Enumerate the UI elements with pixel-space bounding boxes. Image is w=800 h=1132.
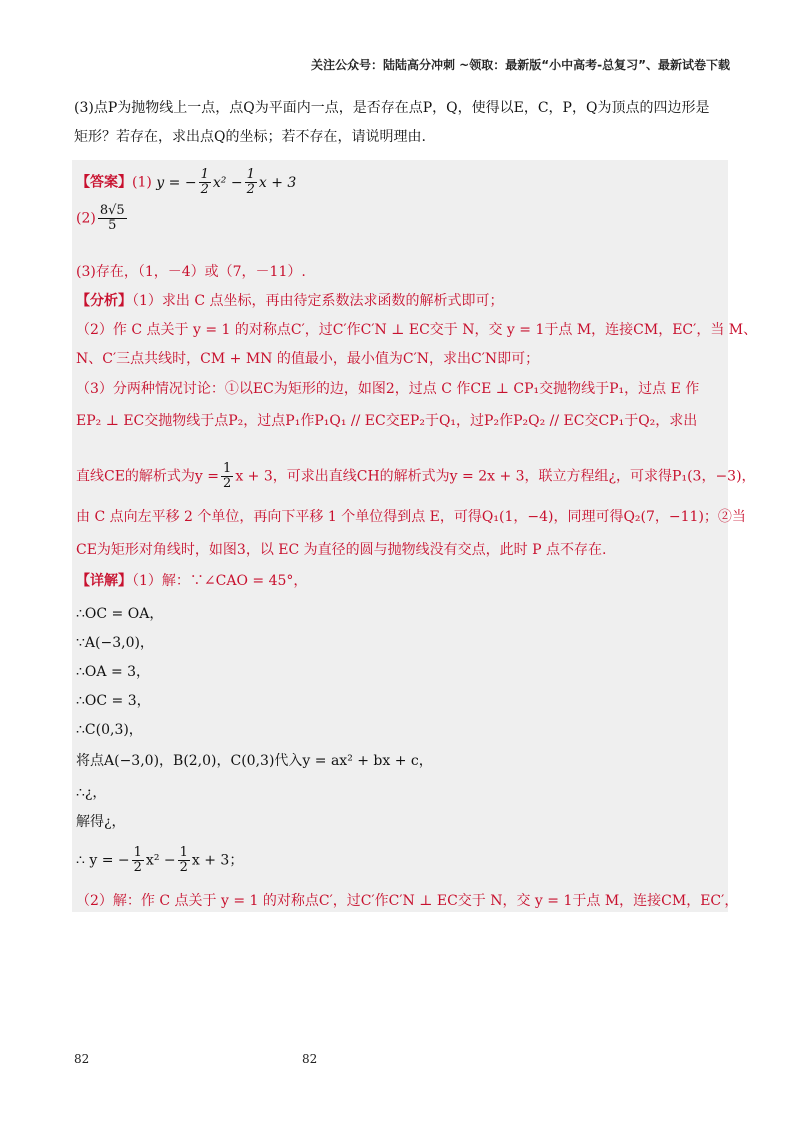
footer-page-left: 82 xyxy=(74,1052,90,1066)
detail-line-5: ∴OC = 3， xyxy=(76,693,151,709)
detail-10-frac-2 xyxy=(178,846,190,875)
analysis-line-3: N、C′三点共线时，CM + MN 的值最小，最小值为C′N，求出C′N即可； xyxy=(76,351,540,367)
answer-label: 【答案】 xyxy=(76,174,132,191)
detail-line-3: ∵A(−3,0)， xyxy=(76,635,154,651)
answer-1-expr-mid: x² − xyxy=(212,174,243,191)
frac-den: 5 xyxy=(108,218,117,233)
detail-line-9: 解得¿， xyxy=(76,814,126,830)
detail-text-1: （1）解：∵∠CAO = 45°， xyxy=(132,573,308,589)
frac-den: 2 xyxy=(200,182,209,197)
analysis-line-2: （2）作 C 点关于 y = 1 的对称点C′，过C′作C′N ⊥ EC交于 N，交 y = 1于点 M，连接CM，EC′，当 M、 xyxy=(76,322,758,338)
answer-1-expr-end: x + 3 xyxy=(258,174,297,191)
detail-10-mid: x² − xyxy=(145,852,176,869)
frac-den: 2 xyxy=(179,860,188,875)
answer-2-frac xyxy=(98,204,127,233)
answer-1-prefix: (1) xyxy=(132,174,152,191)
question-line-1: (3)点P为抛物线上一点，点Q为平面内一点，是否存在点P，Q，使得以E，C，P，Q为顶点的四边形是 xyxy=(74,100,710,116)
detail-line-11: （2）解：作 C 点关于 y = 1 的对称点C′，过C′作C′N ⊥ EC交于 N，交 y = 1于点 M，连接CM，EC′， xyxy=(76,893,739,909)
answer-line-3: (3)存在，（1，－4）或（7，－11）. xyxy=(76,264,306,280)
answer-section xyxy=(72,160,758,912)
analysis-line-5: EP₂ ⊥ EC交抛物线于点P₂，过点P₁作P₁Q₁ // EC交EP₂于Q₁，过P₂作P₂Q₂ // EC交CP₁于Q₂，求出 xyxy=(76,413,698,429)
frac-num: 8√5 xyxy=(99,203,125,218)
detail-label: 【详解】 xyxy=(76,573,132,589)
answer-1-frac-2 xyxy=(245,168,257,197)
frac-num: 1 xyxy=(200,167,209,182)
analysis-line-1 xyxy=(76,290,504,310)
analysis-text-1: （1）求出 C 点坐标，再由待定系数法求函数的解析式即可； xyxy=(132,293,504,309)
frac-den: 2 xyxy=(133,860,142,875)
detail-line-4: ∴OA = 3， xyxy=(76,664,151,680)
frac-num: 1 xyxy=(246,167,255,182)
frac-num: 1 xyxy=(133,845,142,860)
detail-line-8: ∴¿， xyxy=(76,785,107,801)
answer-line-1 xyxy=(76,168,296,197)
frac-den: 2 xyxy=(223,476,232,491)
detail-line-10 xyxy=(76,846,243,875)
detail-line-7: 将点A(−3,0)，B(2,0)，C(0,3)代入y = ax² + bx + c， xyxy=(76,753,433,769)
frac-num: 1 xyxy=(179,845,188,860)
analysis-label: 【分析】 xyxy=(76,293,132,309)
analysis-text-6a: 直线CE的解析式为y = xyxy=(76,468,220,485)
detail-line-6: ∴C(0,3)， xyxy=(76,722,143,738)
detail-line-2: ∴OC = OA， xyxy=(76,606,164,622)
detail-10-frac-1 xyxy=(132,846,144,875)
answer-1-expr-start: y = − xyxy=(156,174,197,191)
detail-10-end: x + 3； xyxy=(191,852,244,869)
detail-10-pre: ∴ y = − xyxy=(76,852,130,869)
analysis-frac xyxy=(221,462,233,491)
footer-page-center: 82 xyxy=(302,1052,318,1066)
question-text xyxy=(74,94,730,152)
answer-line-2 xyxy=(76,204,129,233)
analysis-line-7: 由 C 点向左平移 2 个单位，再向下平移 1 个单位得到点 E，可得Q₁(1，−4)，同理可得Q₂(7，−11)；②当 xyxy=(76,509,746,525)
answer-1-expr xyxy=(156,167,297,197)
analysis-line-8: CE为矩形对角线时，如图3，以 EC 为直径的圆与抛物线没有交点，此时 P 点不存在. xyxy=(76,542,607,558)
frac-den: 2 xyxy=(246,182,255,197)
frac-num: 1 xyxy=(223,461,232,476)
analysis-text-6b: x + 3，可求出直线CH的解析式为y = 2x + 3，联立方程组¿，可求得P₁(3，−3)， xyxy=(235,468,756,485)
analysis-line-6 xyxy=(76,462,756,491)
question-line-2: 矩形？若存在，求出点Q的坐标；若不存在，请说明理由. xyxy=(74,129,426,145)
answer-2-prefix: (2) xyxy=(76,210,96,227)
detail-line-1 xyxy=(76,570,307,590)
analysis-line-4: （3）分两种情况讨论：①以EC为矩形的边，如图2，过点 C 作CE ⊥ CP₁交抛物线于P₁，过点 E 作 xyxy=(76,381,700,397)
page-header: 关注公众号：陆陆高分冲刺 ~领取：最新版“小中高考-总复习”、最新试卷下载 xyxy=(311,58,730,72)
answer-1-frac-1 xyxy=(199,168,211,197)
